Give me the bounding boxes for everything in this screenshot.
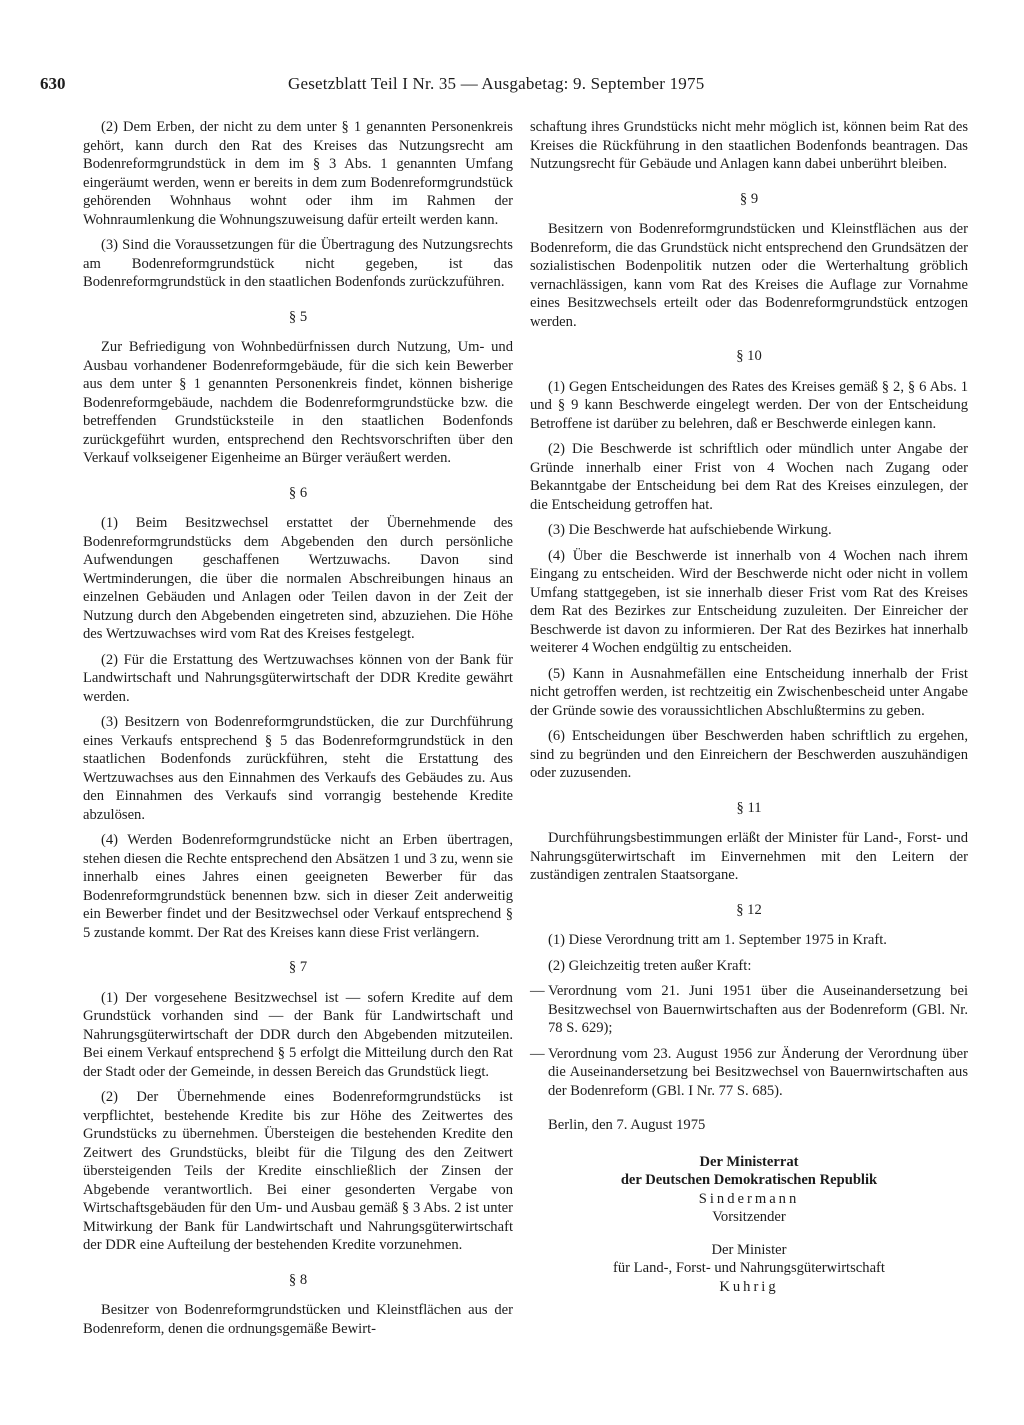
left-column <box>83 118 513 1345</box>
paragraph: (4) Über die Beschwerde ist innerhalb von 4 Wochen nach ihrem Eingang zu entscheiden. Wird der Beschwerde nicht oder nicht in vollem Umfang stattgegeben, ist sie innerhalb dieser Frist vom Rat des Kreises dem Rat des Bezirkes zur Entscheidung zuzuleiten. Der Einreicher der Beschwerde ist davon zu informieren. Der Rat des Bezirkes hat innerhalb weiterer 4 Wochen endgültig zu entscheiden. <box>530 547 968 656</box>
place-date: Berlin, den 7. August 1975 <box>548 1117 706 1133</box>
section-heading: § 8 <box>288 1271 308 1288</box>
chair-role: Vorsitzender <box>712 1209 786 1225</box>
paragraph: (3) Die Beschwerde hat aufschiebende Wirkung. <box>548 522 832 538</box>
paragraph: (5) Kann in Ausnahmefällen eine Entscheidung innerhalb der Frist nicht getroffen werden, ist rechtzeitig ein Zwischenbescheid unter Angabe der Gründe sowie des voraussichtlichen Abschlußtermins zu geben. <box>530 665 968 719</box>
section-heading: § 12 <box>736 901 762 918</box>
paragraph: (3) Sind die Voraussetzungen für die Übertragung des Nutzungsrechts am Bodenreformgrundstück nicht gegeben, ist das Bodenreformgrundstück in den staatlichen Bodenfonds zurückzuführen. <box>83 237 513 290</box>
paragraph: (1) Beim Besitzwechsel erstattet der Übernehmende des Bodenreformgrundstücks dem Abgebenden den durch persönliche Aufwendungen geschaffenen Wertzuwachs. Davon sind Wertminderungen, die über die normalen Abschreibungen hinaus an einzelnen Gebäuden und Anlagen oder Teilen davon in der Zeit der Nutzung durch den Abgebenden eingetreten sind, abzuziehen. Die Höhe des Wertzuwachses wird vom Rat des Kreises festgelegt. <box>83 515 513 642</box>
repealed-item <box>530 1045 968 1101</box>
gazette-title: Gesetzblatt Teil I Nr. 35 — Ausgabetag: 9. September 1975 <box>288 74 705 93</box>
paragraph: (2) Die Beschwerde ist schriftlich oder mündlich unter Angabe der Gründe innerhalb einer Frist von 4 Wochen nach Zugang oder Bekanntgabe der Entscheidung bei dem Rat des Kreises einzulegen, der die Entscheidung getroffen hat. <box>530 441 968 513</box>
chair-name: Sindermann <box>698 1190 800 1207</box>
paragraph: (2) Für die Erstattung des Wertzuwachses können von der Bank für Landwirtschaft und Nahrungsgüterwirtschaft der DDR Kredite gewährt werden. <box>83 651 513 705</box>
page-header <box>30 74 1000 104</box>
section-heading: § 10 <box>736 348 762 364</box>
paragraph: (2) Dem Erben, der nicht zu dem unter § 1 genannten Personenkreis gehört, kann durch den Rat des Kreises das Nutzungsrecht am Bodenreformgrundstück in dem im § 3 Abs. 1 genannten Umfang eingeräumt werden, wenn er bereits in dem zum Bodenreformgrundstück gehörenden Wohnhaus wohnt oder ihm im Rahmen der Wohnraumlenkung die Wohnungszuweisung dafür erteilt werden kann. <box>83 119 513 228</box>
page-number: 630 <box>40 74 66 93</box>
paragraph: (6) Entscheidungen über Beschwerden haben schriftlich zu ergehen, sind zu begründen und den Einreichern der Beschwerden auszuhändigen oder zuzusenden. <box>530 728 968 781</box>
minister-name: Kuhrig <box>719 1278 779 1295</box>
section-heading: § 5 <box>288 308 308 325</box>
section-heading: § 6 <box>288 484 308 501</box>
paragraph: (2) Der Übernehmende eines Bodenreformgrundstücks ist verpflichtet, bestehende Kredite bis zur Höhe des Zeitwertes des Grundstücks zu übernehmen. Übersteigen die bestehenden Kredite den Zeitwert des Grundstücks, bleibt für die Tilgung des den Zeitwert übersteigenden Teils der Kredite einschließlich der Zinsen der Abgebende verantwortlich. Bei einer gesonderten Vergabe von Wirtschaftsgebäuden für den Um- und Ausbau gemäß § 3 Abs. 2 ist unter Mitwirkung der Bank für Landwirtschaft und Nahrungsgüterwirtschaft der DDR eine Aufteilung der bestehenden Kredite vorzunehmen. <box>83 1089 513 1253</box>
section-heading: § 7 <box>288 959 308 975</box>
section-heading: § 9 <box>739 190 759 207</box>
repealed-item-text: Verordnung vom 21. Juni 1951 über die Auseinandersetzung bei Besitzwechsel von Bauernwirtschaften aus der Bodenreform (GBl. Nr. 78 S. 629); <box>548 983 968 1036</box>
council-subtitle: der Deutschen Demokratischen Republik <box>620 1172 878 1188</box>
paragraph: (2) Gleichzeitig treten außer Kraft: <box>548 957 752 974</box>
paragraph: (1) Gegen Entscheidungen des Rates des Kreises gemäß § 2, § 6 Abs. 1 und § 9 kann Beschwerde eingelegt werden. Der von der Entscheidung Betroffene ist darüber zu belehren, daß er Beschwerde einlegen kann. <box>530 378 968 432</box>
paragraph: (3) Besitzern von Bodenreformgrundstücken, die zur Durchführung eines Verkaufs entsprechend § 5 das Bodenreformgrundstück in den staatlichen Bodenfonds zurückführen, steht die Erstattung des Wertzuwachses aus den Einnahmen des Verkaufs des Gebäudes zu. Aus den Einnahmen des Verkaufs sind vorrangig bestehende Kredite abzulösen. <box>83 714 513 823</box>
repealed-item <box>530 982 968 1038</box>
paragraph-continued: schaftung ihres Grundstücks nicht mehr möglich ist, können beim Rat des Kreises die Rückführung in den staatlichen Bodenfonds beantragen. Das Nutzungsrecht für Gebäude und Anlagen kann dabei unberührt bleiben. <box>530 119 968 172</box>
paragraph: (4) Werden Bodenreformgrundstücke nicht an Erben übertragen, stehen diesen die Rechte entsprechend den Absätzen 1 und 3 zu, wenn sie innerhalb eines Jahres einen geeigneten Bewerber für das Bodenreformgrundstück benennen bzw. sich in dieser Zeit anderweitig ein Bewerber findet und der Besitzwechsel oder Verkauf entsprechend § 5 zustande kommt. Der Rat des Kreises kann diese Frist verlängern. <box>83 832 513 941</box>
right-column <box>530 118 968 1296</box>
repealed-item-text: Verordnung vom 23. August 1956 zur Änderung der Verordnung über die Auseinandersetzung bei Besitzwechsel von Bauernwirtschaften aus der Bodenreform (GBl. I Nr. 77 S. 685). <box>548 1045 968 1099</box>
section-heading: § 11 <box>736 799 762 816</box>
paragraph: (1) Der vorgesehene Besitzwechsel ist — sofern Kredite auf dem Grundstück vorhanden sind — der Bank für Landwirtschaft und Nahrungsgüterwirtschaft der DDR durch den Abgebenden mitzuteilen. Bei einem Verkauf entsprechend § 5 erfolgt die Mitteilung durch den Rat der Stadt oder der Gemeinde, in dessen Bereich das Grundstück liegt. <box>83 989 513 1080</box>
council-title: Der Ministerrat <box>699 1153 799 1170</box>
dash-marker: — <box>530 983 545 999</box>
minister-portfolio: für Land-, Forst- und Nahrungsgüterwirtschaft <box>613 1260 885 1276</box>
paragraph: Besitzer von Bodenreformgrundstücken und Kleinstflächen aus der Bodenreform, denen die ordnungsgemäße Bewirt- <box>83 1302 513 1337</box>
dash-marker: — <box>530 1045 545 1062</box>
paragraph: Zur Befriedigung von Wohnbedürfnissen durch Nutzung, Um- und Ausbau vorhandener Bodenreformgebäude, für die sich kein Bewerber aus dem unter § 1 genannten Personenkreis findet, können bisherige Bodenreformgebäude, nachdem die Bodenreformgrundstücke bzw. die betreffenden Grundstücksteile in den staatlichen Bodenfonds zurückgeführt wurden, entsprechend den Rechtsvorschriften über den Verkauf volkseigener Eigenheime an Bürger veräußert werden. <box>83 339 513 466</box>
paragraph: Durchführungsbestimmungen erläßt der Minister für Land-, Forst- und Nahrungsgüterwirtschaft im Einvernehmen mit den Leitern der zuständigen zentralen Staatsorgane. <box>530 830 968 883</box>
minister-title: Der Minister <box>711 1241 787 1258</box>
paragraph: (1) Diese Verordnung tritt am 1. September 1975 in Kraft. <box>548 932 887 948</box>
paragraph: Besitzern von Bodenreformgrundstücken und Kleinstflächen aus der Bodenreform, die das Grundstück nicht entsprechend den Grundsätzen der sozialistischen Bodenpolitik nutzen oder die Werterhaltung gröblich vernachlässigen, kann vom Rat des Kreises die Auflage zur Vornahme eines Besitzwechsels erteilt oder das Bodenreformgrundstück entzogen werden. <box>530 221 968 330</box>
